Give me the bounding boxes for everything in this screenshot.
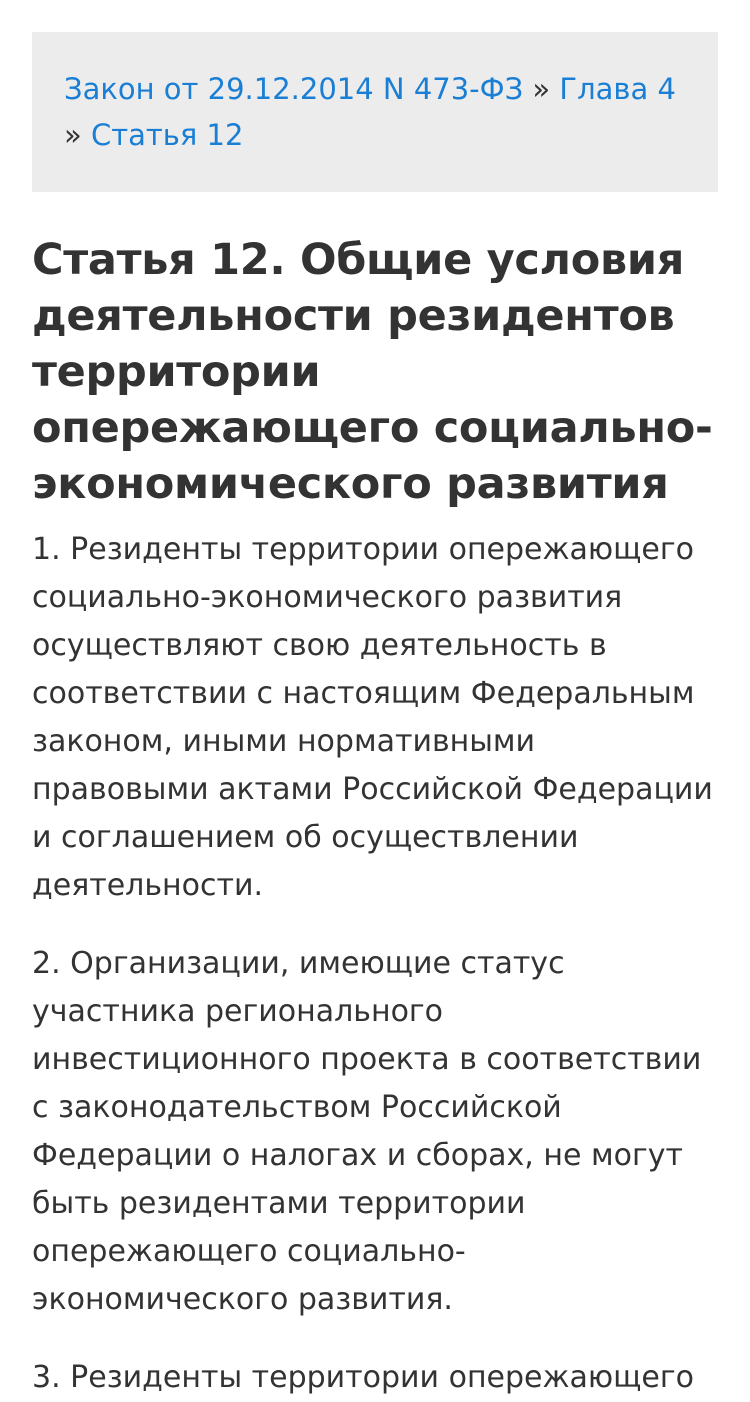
breadcrumb-separator: »: [532, 72, 560, 106]
breadcrumb-article-link[interactable]: Статья 12: [90, 118, 244, 152]
article-paragraph-2: 2. Организации, имеющие статус участника регионального инвестиционного проекта в соответствии с законодательством Российской Федерации о налогах и сборах, не могут быть резидентами территории опережающего социально-экономического развития.: [32, 946, 702, 1317]
breadcrumb: [32, 32, 718, 192]
breadcrumb-law-link[interactable]: Закон от 29.12.2014 N 473-ФЗ: [64, 72, 524, 106]
breadcrumb-chapter-link[interactable]: Глава 4: [559, 72, 676, 106]
article-title: Статья 12. Общие условия деятельности резидентов территории опережающего социально-экономического развития: [32, 235, 713, 509]
article-paragraph-3: 3. Резиденты территории опережающего: [32, 1360, 695, 1395]
breadcrumb-separator: »: [64, 118, 91, 152]
article-paragraph-1: 1. Резиденты территории опережающего социально-экономического развития осуществляют свою деятельность в соответствии с настоящим Федеральным законом, иными нормативными правовыми актами Российской Федерации и соглашением об осуществлении деятельности.: [32, 532, 713, 903]
